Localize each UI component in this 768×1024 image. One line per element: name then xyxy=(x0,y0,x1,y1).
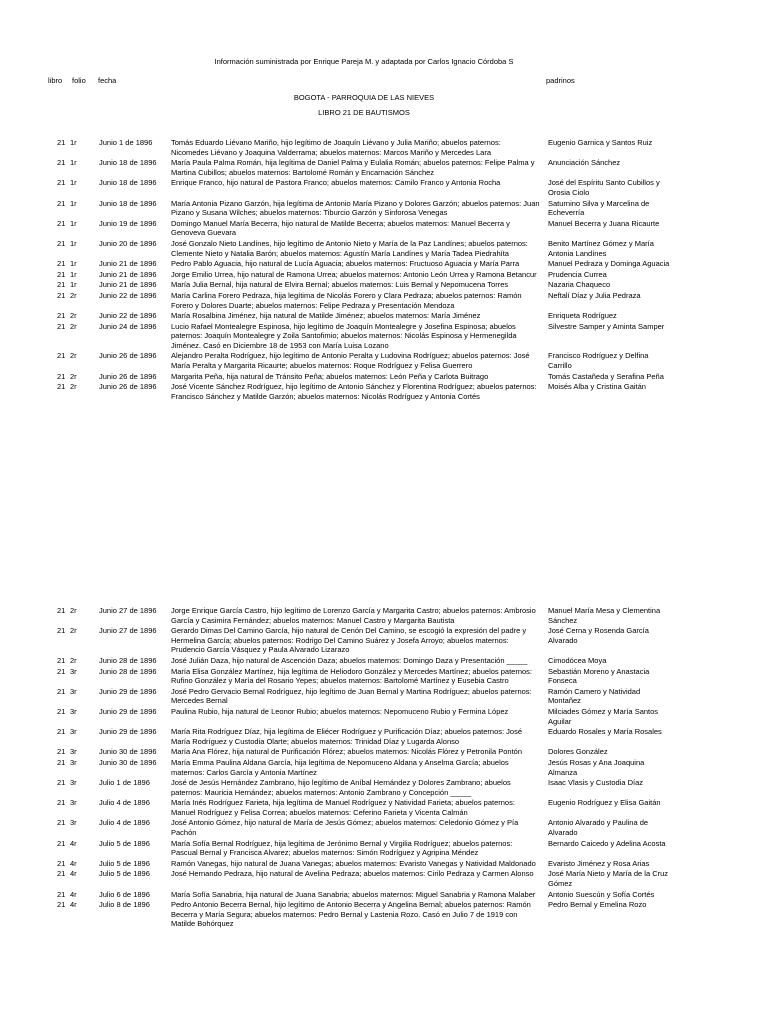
record-text: Enrique Franco, hijo natural de Pastora Franco; abuelos maternos: Camilo Franco y Antonia Rocha xyxy=(171,178,501,188)
record-text: José Pedro Gervacio Bernal Rodríguez, hijo legítimo de Juan Bernal y Martina Rodríguez; abuelos paternos: Mercedes Bernal xyxy=(171,686,532,706)
record-libro: 21 xyxy=(57,655,66,665)
record-folio: 1r xyxy=(70,198,77,208)
record-libro: 21 xyxy=(57,666,66,676)
record-fecha: Julio 4 de 1896 xyxy=(99,818,150,828)
record-text: Lucio Rafael Montealegre Espinosa, hijo legítimo de Joaquín Montealegre y Josefina Espinosa; abuelos paternos: Joaquín Montealegre y Zoila Santofimio; abuelos maternos: Nicolás Espinosa y Hermenegilda Jiménez. Casó en Diciembre 18 de 1953 con María Luisa Lozano xyxy=(171,321,517,350)
record-fecha: Junio 27 de 1896 xyxy=(99,626,157,636)
column-header-fecha: fecha xyxy=(98,76,117,85)
record-fecha: Junio 30 de 1896 xyxy=(99,747,157,757)
record-libro: 21 xyxy=(57,889,66,899)
record-padrinos: Eugenio Rodríguez y Elisa Gaitán xyxy=(548,798,661,808)
record-folio: 3r xyxy=(70,818,77,828)
record-fecha: Junio 18 de 1896 xyxy=(99,158,157,168)
record-fecha: Junio 26 de 1896 xyxy=(99,382,157,392)
record-text: María Rita Rodríguez Díaz, hija legítima de Eliécer Rodríguez y Purificación Díaz; abuelos paternos: José María Rodríguez y Custodia Olarte; abuelos maternos: Trinidad Díaz y Lugarda Alonso xyxy=(171,727,523,746)
record-fecha: Junio 29 de 1896 xyxy=(99,686,157,696)
record-libro: 21 xyxy=(57,706,66,716)
record-libro: 21 xyxy=(57,757,66,767)
record-padrinos: Anunciación Sánchez xyxy=(548,158,621,168)
record-folio: 4r xyxy=(70,858,77,868)
baptism-record-row xyxy=(0,798,768,817)
baptism-record-row xyxy=(0,270,768,280)
baptism-record-row xyxy=(0,890,768,900)
record-text: María Ana Flórez, hija natural de Purificación Flórez; abuelos maternos: Nicolás Flórez y Petronila Pontón xyxy=(171,747,523,757)
baptism-record-row xyxy=(0,322,768,351)
record-padrinos: Cimodócea Moya xyxy=(548,655,607,665)
record-folio: 1r xyxy=(70,259,77,269)
record-fecha: Julio 6 de 1896 xyxy=(99,889,150,899)
record-fecha: Junio 30 de 1896 xyxy=(99,757,157,767)
baptism-record-row xyxy=(0,667,768,686)
record-folio: 1r xyxy=(70,158,77,168)
record-libro: 21 xyxy=(57,727,66,737)
baptism-record-row xyxy=(0,239,768,258)
record-padrinos: José Cerna y Rosenda García Alvarado xyxy=(548,626,649,645)
record-padrinos: Silvestre Samper y Aminta Samper xyxy=(548,321,665,331)
record-folio: 3r xyxy=(70,727,77,737)
record-fecha: Junio 19 de 1896 xyxy=(99,218,157,228)
record-libro: 21 xyxy=(57,838,66,848)
record-padrinos: Nazaria Chaqueco xyxy=(548,280,611,290)
records-block-1 xyxy=(0,138,768,402)
record-text: Pedro Pablo Aguacia, hijo natural de Lucía Aguacia; abuelos maternos: Fructuoso Aguacia y María Parra xyxy=(171,259,520,269)
record-folio: 3r xyxy=(70,666,77,676)
record-text: José Gonzalo Nieto Landínes, hijo legítimo de Antonio Nieto y María de la Paz Landínes; abuelos paternos: Clemente Nieto y Natalia Barón; abuelos maternos: Agustín María Landínes y María Tadea Piedrahíta xyxy=(171,238,528,258)
record-padrinos: Manuel Pedraza y Dominga Aguacia xyxy=(548,259,670,269)
record-padrinos: Neftalí Díaz y Julia Pedraza xyxy=(548,290,641,300)
baptism-record-row xyxy=(0,158,768,177)
record-folio: 4r xyxy=(70,900,77,910)
record-padrinos: Dolores González xyxy=(548,747,608,757)
baptism-record-row xyxy=(0,656,768,666)
record-folio: 2r xyxy=(70,371,77,381)
record-fecha: Junio 21 de 1896 xyxy=(99,280,157,290)
record-libro: 21 xyxy=(57,626,66,636)
record-libro: 21 xyxy=(57,259,66,269)
record-fecha: Julio 5 de 1896 xyxy=(99,869,150,879)
record-folio: 4r xyxy=(70,838,77,848)
baptism-record-row xyxy=(0,778,768,797)
baptism-record-row xyxy=(0,606,768,625)
record-folio: 2r xyxy=(70,351,77,361)
record-text: María Rosalbina Jiménez, hija natural de Matilde Jiménez; abuelos maternos: María Jiménez xyxy=(171,311,481,321)
record-folio: 2r xyxy=(70,626,77,636)
baptism-record-row xyxy=(0,372,768,382)
record-fecha: Julio 5 de 1896 xyxy=(99,858,150,868)
record-fecha: Julio 4 de 1896 xyxy=(99,798,150,808)
record-padrinos: Evaristo Jiménez y Rosa Arias xyxy=(548,858,650,868)
record-libro: 21 xyxy=(57,371,66,381)
book-title: LIBRO 21 DE BAUTISMOS xyxy=(318,108,410,117)
record-fecha: Junio 26 de 1896 xyxy=(99,371,157,381)
baptism-record-row xyxy=(0,839,768,858)
baptism-record-row xyxy=(0,138,768,157)
record-libro: 21 xyxy=(57,382,66,392)
record-text: Ramón Vanegas, hijo natural de Juana Vanegas; abuelos maternos: Evaristo Vanegas y Natividad Maldonado xyxy=(171,858,536,868)
baptism-record-row xyxy=(0,219,768,238)
record-text: Paulina Rubio, hija natural de Leonor Rubio; abuelos maternos: Nepomuceno Rubio y Fermina López xyxy=(171,706,509,716)
record-text: José Antonio Gómez, hijo natural de María de Jesús Gómez; abuelos maternos: Celedonio Gómez y Pía Pachón xyxy=(171,818,519,838)
record-padrinos: Antonio Alvarado y Paulina de Alvarado xyxy=(548,818,649,838)
record-text: María Carlina Forero Pedraza, hija legítima de Nicolás Forero y Clara Pedraza; abuelos paternos: Ramón Forero y Dolores Duarte; abuelos maternos: Felipe Pedraza y Presentación Mendoza xyxy=(171,290,522,310)
record-folio: 1r xyxy=(70,280,77,290)
record-libro: 21 xyxy=(57,686,66,696)
record-text: María Emma Paulina Aldana García, hija legítima de Nepomuceno Aldana y Anselma García; abuelos maternos: Carlos García y Antonia Martínez xyxy=(171,757,509,777)
record-padrinos: José del Espíritu Santo Cubillos y Orosia Ciolo xyxy=(548,178,660,197)
baptism-record-row xyxy=(0,178,768,197)
record-libro: 21 xyxy=(57,869,66,879)
record-libro: 21 xyxy=(57,280,66,290)
record-padrinos: Francisco Rodríguez y Delfina Carrillo xyxy=(548,351,649,371)
record-folio: 3r xyxy=(70,747,77,757)
record-folio: 1r xyxy=(70,238,77,248)
record-padrinos: Pedro Bernal y Emelina Rozo xyxy=(548,900,647,910)
record-text: Pedro Antonio Becerra Bernal, hijo legítimo de Antonio Becerra y Angelina Bernal; abuelos paternos: Ramón Becerra y María Segura; abuelos maternos: Pedro Bernal y Lastenia Rozo. Casó en Julio 7 de 1919 con Matilde Bohórquez xyxy=(171,900,531,929)
record-text: Alejandro Peralta Rodríguez, hijo legítimo de Antonio Peralta y Ludovina Rodríguez; abuelos paternos: José María Peralta y Margarita Ricaurte; abuelos maternos: Roque Rodríguez y Felisa Guerrero xyxy=(171,351,530,371)
record-text: José de Jesús Hernández Zambrano, hijo legítimo de Aníbal Hernández y Dolores Zambrano; abuelos paternos: Mauricia Hernández; abuelos maternos: Antonio Zambrano y Concepción _____ xyxy=(171,778,511,797)
baptism-record-row xyxy=(0,687,768,706)
record-text: Jorge Enrique García Castro, hijo legítimo de Lorenzo García y Margarita Castro; abuelos paternos: Ambrosio García y Casimira Fernández; abuelos maternos: Manuel Castro y Margarita Bautista xyxy=(171,606,536,625)
record-fecha: Junio 18 de 1896 xyxy=(99,178,157,188)
record-text: Jorge Emilio Urrea, hijo natural de Ramona Urrea; abuelos maternos: Antonio León Urrea y Ramona Betancur xyxy=(171,269,537,279)
record-padrinos: Tomás Castañeda y Serafina Peña xyxy=(548,371,664,381)
record-fecha: Junio 22 de 1896 xyxy=(99,290,157,300)
record-libro: 21 xyxy=(57,290,66,300)
record-fecha: Junio 28 de 1896 xyxy=(99,655,157,665)
record-padrinos: Sebastián Moreno y Anastacia Fonseca xyxy=(548,666,650,686)
baptism-record-row xyxy=(0,747,768,757)
record-fecha: Julio 8 de 1896 xyxy=(99,900,150,910)
record-folio: 2r xyxy=(70,382,77,392)
record-libro: 21 xyxy=(57,158,66,168)
record-folio: 3r xyxy=(70,798,77,808)
record-padrinos: Bernardo Caicedo y Adelina Acosta xyxy=(548,838,666,848)
record-text: María Inés Rodríguez Farieta, hija legítima de Manuel Rodríguez y Natividad Farieta; abuelos paternos: Manuel Rodríguez y Felisa Correa; abuelos maternos: Ceferino Farieta y Vicenta Calmán xyxy=(171,798,515,817)
record-padrinos: Jesús Rosas y Ana Joaquina Almanza xyxy=(548,757,645,777)
column-header-libro: libro xyxy=(48,76,63,85)
baptism-record-row xyxy=(0,727,768,746)
record-libro: 21 xyxy=(57,311,66,321)
record-padrinos: Eduardo Rosales y María Rosales xyxy=(548,727,662,737)
record-fecha: Junio 27 de 1896 xyxy=(99,606,157,615)
record-padrinos: José María Nieto y María de la Cruz Gómez xyxy=(548,869,669,889)
record-padrinos: Manuel María Mesa y Clementina Sánchez xyxy=(548,606,661,625)
record-padrinos: Saturnino Silva y Marcelina de Echeverría xyxy=(548,198,650,218)
record-libro: 21 xyxy=(57,798,66,808)
record-text: María Paula Palma Román, hija legítima de Daniel Palma y Eulalia Román; abuelos paternos: Felipe Palma y Martina Cubillos; abuelos maternos: Bartolomé Román y Encarnación Sánchez xyxy=(171,158,535,177)
record-text: María Sofía Sanabria, hija natural de Juana Sanabria; abuelos maternos: Miguel Sanabria y Ramona Malaber xyxy=(171,889,536,899)
record-padrinos: Isaac Vlasis y Custodia Díaz xyxy=(548,778,644,788)
record-fecha: Julio 5 de 1896 xyxy=(99,838,150,848)
record-libro: 21 xyxy=(57,238,66,248)
record-libro: 21 xyxy=(57,321,66,331)
record-folio: 2r xyxy=(70,606,77,615)
record-text: María Elisa González Martínez, hija legítima de Heliodoro González y Mercedes Martínez; abuelos paternos: Rufino González y María del Rosario Yepes; abuelos maternos: Bartolomé Martínez y Eusebia Castro xyxy=(171,666,533,686)
record-text: María Sofía Bernal Rodríguez, hija legítima de Jerónimo Bernal y Virgilia Rodríguez; abuelos paternos: Pascual Bernal y Francisca Alvarez; abuelos maternos: Simón Rodríguez y Agripina Méndez xyxy=(171,838,513,858)
record-text: José Hernando Pedraza, hijo natural de Avelina Pedraza; abuelos maternos: Cirilo Pedraza y Carmen Alonso xyxy=(171,869,534,879)
record-folio: 1r xyxy=(70,269,77,279)
baptism-record-row xyxy=(0,199,768,218)
record-folio: 2r xyxy=(70,321,77,331)
record-fecha: Junio 29 de 1896 xyxy=(99,706,157,716)
record-folio: 2r xyxy=(70,290,77,300)
record-text: María Julia Bernal, hija natural de Elvira Bernal; abuelos maternos: Luis Bernal y Nepomucena Torres xyxy=(171,280,509,290)
record-text: José Vicente Sánchez Rodríguez, hijo legítimo de Antonio Sánchez y Florentina Rodríguez; abuelos paternos: Francisco Sánchez y Matilde Garzón; abuelos maternos: Nicolás Rodríguez y Antonia Cortés xyxy=(171,382,537,401)
baptism-record-row xyxy=(0,351,768,370)
baptism-record-row xyxy=(0,869,768,888)
record-folio: 1r xyxy=(70,218,77,228)
record-folio: 1r xyxy=(70,178,77,188)
baptism-record-row xyxy=(0,280,768,290)
record-text: Margarita Peña, hija natural de Tránsito Peña; abuelos maternos: León Peña y Carlota Buitrago xyxy=(171,371,489,381)
record-padrinos: Eugenio Garnica y Santos Ruiz xyxy=(548,138,653,147)
baptism-record-row xyxy=(0,291,768,310)
record-fecha: Junio 1 de 1896 xyxy=(99,138,153,147)
record-padrinos: Ramón Camero y Natividad Montañez xyxy=(548,686,641,706)
parish-title: BOGOTA - PARROQUIA DE LAS NIEVES xyxy=(293,93,435,102)
baptism-record-row xyxy=(0,758,768,777)
column-header-padrinos: padrinos xyxy=(546,76,575,85)
baptism-record-row xyxy=(0,311,768,321)
record-fecha: Junio 28 de 1896 xyxy=(99,666,157,676)
record-fecha: Junio 21 de 1896 xyxy=(99,269,157,279)
record-padrinos: Antonio Suescún y Sofía Cortés xyxy=(548,889,655,899)
record-fecha: Junio 18 de 1896 xyxy=(99,198,157,208)
baptism-record-row xyxy=(0,707,768,726)
record-folio: 3r xyxy=(70,757,77,767)
record-text: Tomás Eduardo Liévano Mariño, hijo legítimo de Joaquín Liévano y Julia Mariño; abuelos paternos: Nicomedes Liévano y Joaquina Valderrama; abuelos maternos: Marcos Mariño y Mercedes Lara xyxy=(171,138,501,157)
record-libro: 21 xyxy=(57,778,66,788)
record-text: Domingo Manuel María Becerra, hijo natural de Matilde Becerra; abuelos maternos: Manuel Becerra y Genoveva Guevara xyxy=(171,218,510,238)
record-fecha: Junio 22 de 1896 xyxy=(99,311,157,321)
record-padrinos: Benito Martínez Gómez y María Antonia Landínes xyxy=(548,238,654,258)
record-libro: 21 xyxy=(57,858,66,868)
baptism-record-row xyxy=(0,859,768,869)
record-text: Gerardo Dimas Del Camino García, hijo natural de Cenón Del Camino, se escogió la expresión del padre y Hermelina García; abuelos paternos: Rodrigo Del Camino Suárez y Josefa Arroyo; abuelos maternos: Prudencio García Vásquez y Paula Alvarado Lizarazo xyxy=(171,626,527,655)
record-folio: 4r xyxy=(70,869,77,879)
record-libro: 21 xyxy=(57,178,66,188)
record-libro: 21 xyxy=(57,198,66,208)
column-header-folio: folio xyxy=(72,76,86,85)
record-text: José Julián Daza, hijo natural de Ascención Daza; abuelos maternos: Domingo Daza y Presentación _____ xyxy=(171,655,528,665)
record-libro: 21 xyxy=(57,138,66,147)
record-fecha: Junio 20 de 1896 xyxy=(99,238,157,248)
record-fecha: Junio 24 de 1896 xyxy=(99,321,157,331)
record-fecha: Junio 29 de 1896 xyxy=(99,727,157,737)
record-libro: 21 xyxy=(57,351,66,361)
record-fecha: Junio 26 de 1896 xyxy=(99,351,157,361)
record-padrinos: Milciades Gómez y María Santos Aguilar xyxy=(548,706,659,726)
record-padrinos: Enriqueta Rodríguez xyxy=(548,311,617,321)
record-padrinos: Prudencia Currea xyxy=(548,269,607,279)
baptism-record-row xyxy=(0,259,768,269)
records-block-2 xyxy=(0,606,768,930)
record-padrinos: Moisés Alba y Cristina Gaitán xyxy=(548,382,646,392)
record-folio: 1r xyxy=(70,138,77,147)
record-folio: 3r xyxy=(70,706,77,716)
record-folio: 2r xyxy=(70,655,77,665)
record-libro: 21 xyxy=(57,747,66,757)
record-libro: 21 xyxy=(57,818,66,828)
record-fecha: Junio 21 de 1896 xyxy=(99,259,157,269)
record-libro: 21 xyxy=(57,269,66,279)
baptism-record-row xyxy=(0,900,768,929)
record-libro: 21 xyxy=(57,218,66,228)
record-padrinos: Manuel Becerra y Juana Ricaurte xyxy=(548,218,660,228)
baptism-record-row xyxy=(0,382,768,401)
record-libro: 21 xyxy=(57,900,66,910)
baptism-record-row xyxy=(0,626,768,655)
record-text: María Antonia Pizano Garzón, hija legítima de Antonio María Pizano y Dolores Garzón; abuelos paternos: Juan Pizano y Susana Wilches; abuelos maternos: Tiburcio Garzón y Sinforosa Venegas xyxy=(171,198,540,218)
record-folio: 4r xyxy=(70,889,77,899)
credit-line: Información suministrada por Enrique Pareja M. y adaptada por Carlos Ignacio Córdoba S xyxy=(214,57,514,66)
record-folio: 3r xyxy=(70,686,77,696)
record-folio: 2r xyxy=(70,311,77,321)
baptism-record-row xyxy=(0,818,768,837)
record-fecha: Julio 1 de 1896 xyxy=(99,778,150,788)
record-folio: 3r xyxy=(70,778,77,788)
record-libro: 21 xyxy=(57,606,66,615)
